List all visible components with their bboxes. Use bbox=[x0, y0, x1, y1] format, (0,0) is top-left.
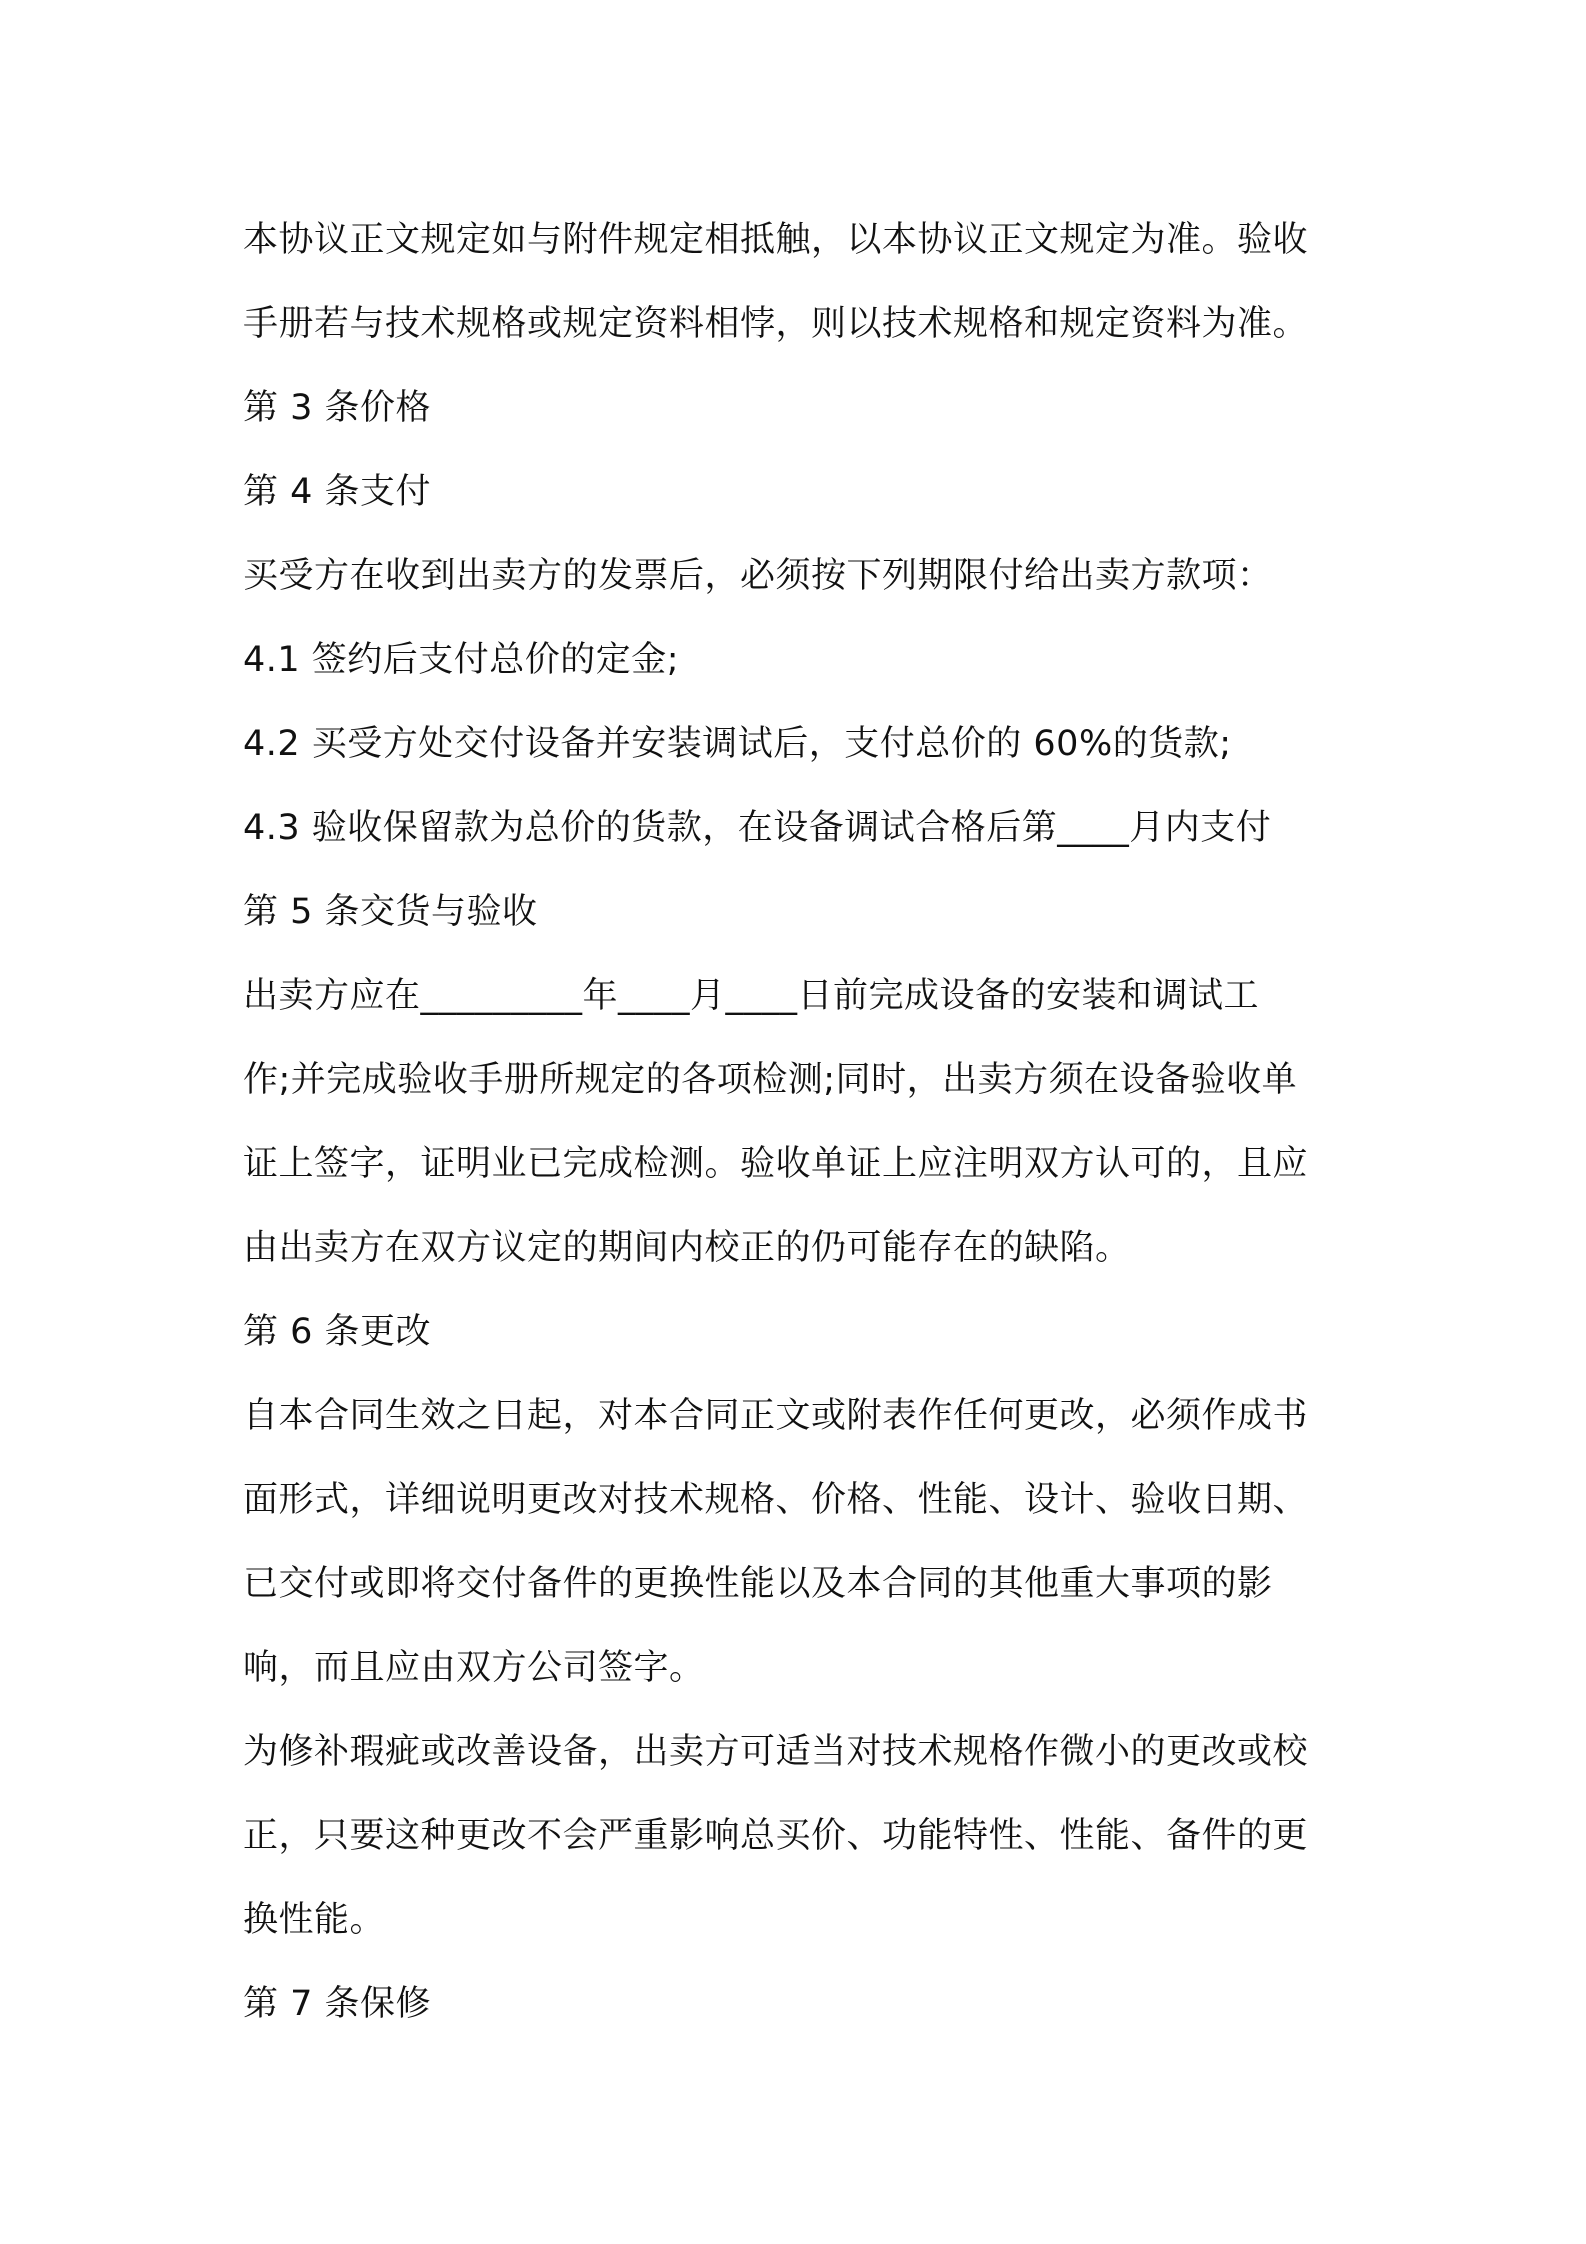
paragraph-line: 出卖方应在_________年____月____日前完成设备的安装和调试工 bbox=[243, 976, 1260, 1016]
paragraph-line: 手册若与技术规格或规定资料相悖，则以技术规格和规定资料为准。 bbox=[243, 304, 1309, 344]
article-heading: 第 7 条保修 bbox=[243, 1984, 432, 2024]
paragraph-line: 响，而且应由双方公司签字。 bbox=[243, 1648, 705, 1688]
clause-item: 4.2 买受方处交付设备并安装调试后，支付总价的 60%的货款; bbox=[243, 724, 1232, 764]
article-heading: 第 4 条支付 bbox=[243, 472, 432, 512]
paragraph-line: 本协议正文规定如与附件规定相抵触，以本协议正文规定为准。验收 bbox=[243, 220, 1309, 260]
paragraph-line: 正，只要这种更改不会严重影响总买价、功能特性、性能、备件的更 bbox=[243, 1816, 1309, 1856]
paragraph-line: 换性能。 bbox=[243, 1900, 386, 1940]
paragraph-line: 为修补瑕疵或改善设备，出卖方可适当对技术规格作微小的更改或校 bbox=[243, 1732, 1309, 1772]
paragraph-line: 面形式，详细说明更改对技术规格、价格、性能、设计、验收日期、 bbox=[243, 1480, 1309, 1520]
paragraph-line: 买受方在收到出卖方的发票后，必须按下列期限付给出卖方款项： bbox=[243, 556, 1273, 596]
article-heading: 第 5 条交货与验收 bbox=[243, 892, 538, 932]
clause-item: 4.1 签约后支付总价的定金; bbox=[243, 640, 680, 680]
document-body bbox=[243, 198, 1363, 2046]
paragraph-line: 由出卖方在双方议定的期间内校正的仍可能存在的缺陷。 bbox=[243, 1228, 1131, 1268]
clause-item: 4.3 验收保留款为总价的货款，在设备调试合格后第____月内支付 bbox=[243, 808, 1272, 848]
paragraph-line: 证上签字，证明业已完成检测。验收单证上应注明双方认可的，且应 bbox=[243, 1144, 1309, 1184]
article-heading: 第 3 条价格 bbox=[243, 388, 432, 428]
paragraph-line: 自本合同生效之日起，对本合同正文或附表作任何更改，必须作成书 bbox=[243, 1396, 1309, 1436]
paragraph-line: 作;并完成验收手册所规定的各项检测;同时，出卖方须在设备验收单 bbox=[243, 1060, 1298, 1100]
article-heading: 第 6 条更改 bbox=[243, 1312, 432, 1352]
paragraph-line: 已交付或即将交付备件的更换性能以及本合同的其他重大事项的影 bbox=[243, 1564, 1273, 1604]
